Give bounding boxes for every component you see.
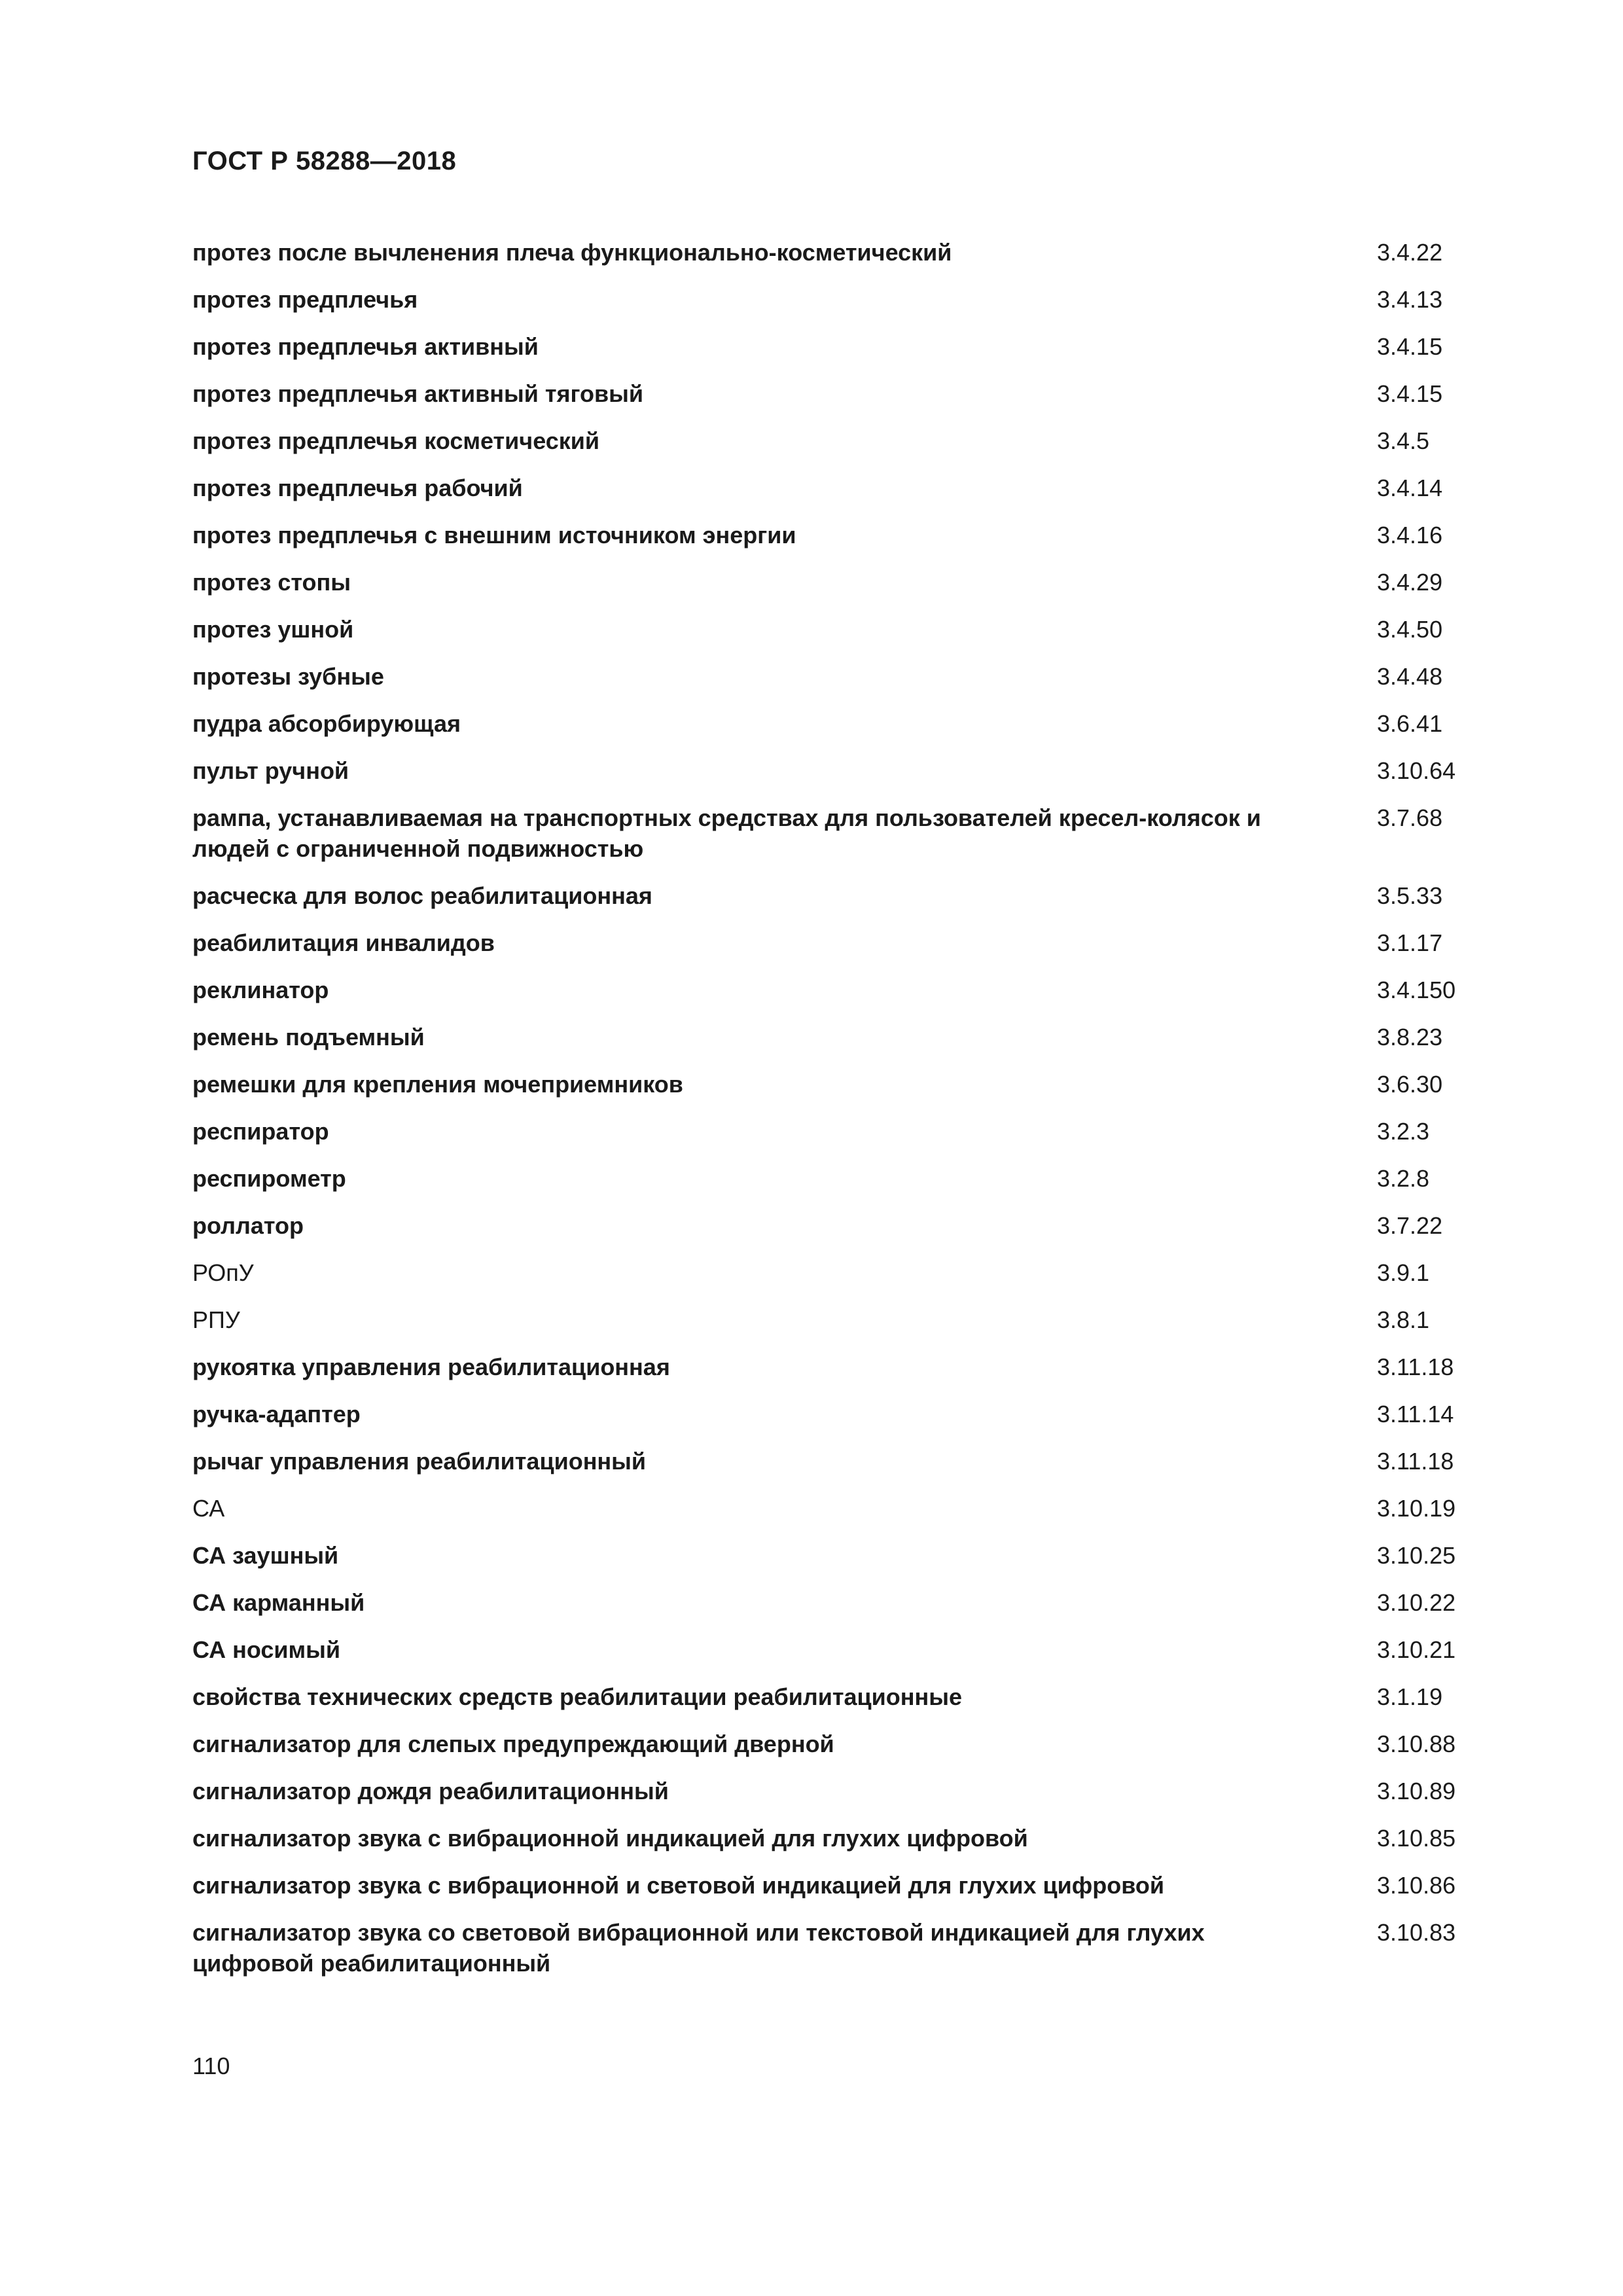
index-entry <box>192 1681 1475 1712</box>
index-term: протез после вычленения плеча функционально-косметический <box>192 239 952 266</box>
index-entry <box>192 567 1475 598</box>
index-term: ручка-адаптер <box>192 1401 361 1427</box>
index-ref: 3.10.86 <box>1377 1872 1456 1899</box>
index-term: сигнализатор звука со световой вибрационной или текстовой индикацией для глухих цифровой реабилитационный <box>192 1919 1205 1977</box>
index-term: сигнализатор звука с вибрационной и световой индикацией для глухих цифровой <box>192 1872 1165 1899</box>
index-entry <box>192 1163 1475 1194</box>
index-entry <box>192 1493 1475 1524</box>
index-entry <box>192 1823 1475 1854</box>
index-entry <box>192 614 1475 645</box>
index-term: СА <box>192 1495 225 1522</box>
index-entry <box>192 1634 1475 1665</box>
index-ref: 3.4.50 <box>1377 616 1443 643</box>
index-entry <box>192 755 1475 786</box>
index-ref: 3.4.5 <box>1377 427 1430 454</box>
index-term: респирометр <box>192 1165 346 1192</box>
index-term: протез ушной <box>192 616 354 643</box>
index-entry <box>192 975 1475 1005</box>
index-term: сигнализатор для слепых предупреждающий дверной <box>192 1731 834 1757</box>
index-ref: 3.10.83 <box>1377 1919 1456 1946</box>
index-entry <box>192 1352 1475 1382</box>
index-entry <box>192 1776 1475 1806</box>
index-entry <box>192 1587 1475 1618</box>
index-term: пудра абсорбирующая <box>192 710 461 737</box>
index-ref: 3.10.89 <box>1377 1778 1456 1804</box>
index-term: СА карманный <box>192 1589 365 1616</box>
index-term: протез предплечья <box>192 286 418 313</box>
index-entry <box>192 802 1475 864</box>
index-term: респиратор <box>192 1118 329 1145</box>
index-ref: 3.10.85 <box>1377 1825 1456 1852</box>
index-ref: 3.4.22 <box>1377 239 1443 266</box>
index-ref: 3.10.88 <box>1377 1731 1456 1757</box>
index-term: реклинатор <box>192 977 329 1003</box>
page-number: 110 <box>192 2053 230 2079</box>
index-entry <box>192 1304 1475 1335</box>
index-entry <box>192 237 1475 268</box>
index-ref: 3.5.33 <box>1377 882 1443 909</box>
index-entry <box>192 1210 1475 1241</box>
index-term: протез предплечья рабочий <box>192 475 523 501</box>
index-entry <box>192 1116 1475 1147</box>
index-ref: 3.10.22 <box>1377 1589 1456 1616</box>
document-code-header: ГОСТ Р 58288—2018 <box>192 147 457 175</box>
index-entry <box>192 1870 1475 1901</box>
index-ref: 3.11.14 <box>1377 1401 1454 1427</box>
index-entry <box>192 520 1475 550</box>
index-term: рукоятка управления реабилитационная <box>192 1354 670 1380</box>
index-term: протез предплечья с внешним источником энергии <box>192 522 796 548</box>
index-ref: 3.11.18 <box>1377 1448 1454 1475</box>
index-entry <box>192 1069 1475 1100</box>
index-term: протез стопы <box>192 569 351 596</box>
index-entry <box>192 1257 1475 1288</box>
index-entry <box>192 1446 1475 1477</box>
index-term: роллатор <box>192 1212 304 1239</box>
index-entry <box>192 880 1475 911</box>
index-entry <box>192 1399 1475 1429</box>
index-term: сигнализатор звука с вибрационной индикацией для глухих цифровой <box>192 1825 1028 1852</box>
index-ref: 3.7.22 <box>1377 1212 1443 1239</box>
index-ref: 3.10.64 <box>1377 757 1456 784</box>
index-term: РПУ <box>192 1306 240 1333</box>
index-ref: 3.4.13 <box>1377 286 1443 313</box>
index-ref: 3.8.1 <box>1377 1306 1430 1333</box>
index-ref: 3.4.15 <box>1377 380 1443 407</box>
index-ref: 3.8.23 <box>1377 1024 1443 1050</box>
index-ref: 3.4.150 <box>1377 977 1456 1003</box>
index-entry <box>192 425 1475 456</box>
index-term: протезы зубные <box>192 663 384 690</box>
index-ref: 3.7.68 <box>1377 804 1443 831</box>
index-entry <box>192 927 1475 958</box>
index-term: рампа, устанавливаемая на транспортных средствах для пользователей кресел-колясок и людей с ограниченной подвижностью <box>192 804 1261 862</box>
index-entry <box>192 1729 1475 1759</box>
index-ref: 3.6.41 <box>1377 710 1443 737</box>
index-entry <box>192 708 1475 739</box>
index-term: свойства технических средств реабилитации реабилитационные <box>192 1683 963 1710</box>
index-ref: 3.10.21 <box>1377 1636 1456 1663</box>
index-ref: 3.4.16 <box>1377 522 1443 548</box>
index-entry <box>192 661 1475 692</box>
index-ref: 3.10.19 <box>1377 1495 1456 1522</box>
index-ref: 3.10.25 <box>1377 1542 1456 1569</box>
index-term: сигнализатор дождя реабилитационный <box>192 1778 669 1804</box>
index-term: РОпУ <box>192 1259 254 1286</box>
index-ref: 3.2.3 <box>1377 1118 1430 1145</box>
index-term: протез предплечья косметический <box>192 427 600 454</box>
index-ref: 3.9.1 <box>1377 1259 1430 1286</box>
index-term: реабилитация инвалидов <box>192 929 495 956</box>
index-term: ремень подъемный <box>192 1024 425 1050</box>
index-term: пульт ручной <box>192 757 349 784</box>
term-index-list <box>192 237 1475 1995</box>
index-ref: 3.4.14 <box>1377 475 1443 501</box>
index-entry <box>192 1022 1475 1052</box>
index-term: протез предплечья активный тяговый <box>192 380 643 407</box>
index-term: СА заушный <box>192 1542 339 1569</box>
index-entry <box>192 1540 1475 1571</box>
index-entry <box>192 378 1475 409</box>
index-entry <box>192 284 1475 315</box>
index-term: СА носимый <box>192 1636 341 1663</box>
index-entry <box>192 1917 1475 1979</box>
index-term: рычаг управления реабилитационный <box>192 1448 647 1475</box>
index-ref: 3.1.19 <box>1377 1683 1443 1710</box>
index-entry <box>192 473 1475 503</box>
index-term: протез предплечья активный <box>192 333 539 360</box>
index-ref: 3.2.8 <box>1377 1165 1430 1192</box>
index-ref: 3.4.48 <box>1377 663 1443 690</box>
index-ref: 3.4.15 <box>1377 333 1443 360</box>
index-entry <box>192 331 1475 362</box>
index-ref: 3.6.30 <box>1377 1071 1443 1098</box>
index-term: ремешки для крепления мочеприемников <box>192 1071 683 1098</box>
index-ref: 3.4.29 <box>1377 569 1443 596</box>
index-term: расческа для волос реабилитационная <box>192 882 652 909</box>
index-ref: 3.11.18 <box>1377 1354 1454 1380</box>
index-ref: 3.1.17 <box>1377 929 1443 956</box>
